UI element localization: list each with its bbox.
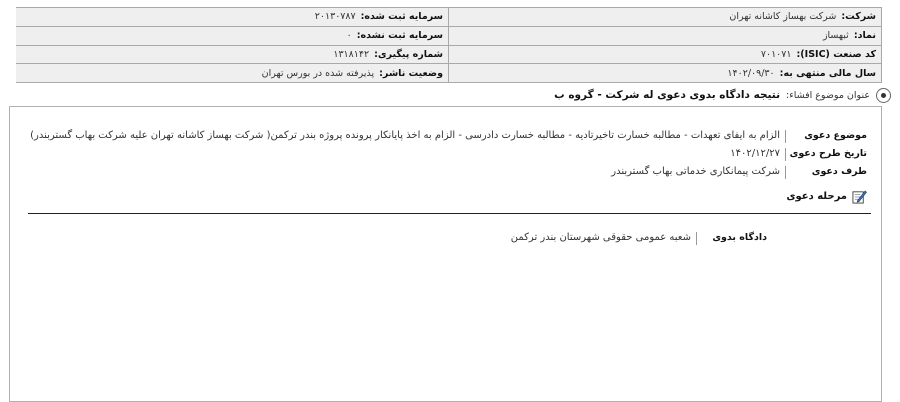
separator: [785, 130, 786, 143]
symbol-cell: [449, 27, 882, 46]
stage-title-text: مرحله دعوی: [786, 191, 847, 202]
tracking-cell: [16, 46, 449, 65]
bullet-icon: [876, 88, 891, 103]
lawsuit-subject-label: موضوع دعوی: [804, 130, 867, 141]
fiscal-year-value: ۱۴۰۲/۰۹/۳۰: [727, 67, 775, 79]
fiscal-year-label: سال مالی منتهی به:: [779, 67, 876, 79]
unregistered-capital-label: سرمایه ثبت نشده:: [356, 30, 443, 42]
lawsuit-party-row: [611, 166, 867, 179]
edit-icon: [852, 189, 867, 204]
lawsuit-date-value: ۱۴۰۲/۱۲/۲۷: [730, 148, 780, 159]
company-value: شرکت بهساز کاشانه تهران: [729, 11, 837, 23]
separator: [785, 166, 786, 179]
isic-cell: [449, 46, 882, 65]
registered-capital-cell: [16, 8, 449, 27]
lawsuit-party-label: طرف دعوی: [811, 166, 867, 177]
separator: [696, 232, 697, 245]
isic-label: کد صنعت (ISIC):: [796, 48, 876, 60]
isic-value: ۷۰۱۰۷۱: [760, 48, 792, 60]
registered-capital-label: سرمایه ثبت شده:: [360, 11, 443, 23]
disclosure-subject-value: نتیجه دادگاه بدوی دعوی له شرکت - گروه ب: [554, 89, 781, 101]
symbol-label: نماد:: [853, 30, 876, 42]
lawsuit-panel: [9, 106, 882, 402]
divider: [28, 213, 871, 214]
fiscal-year-cell: [449, 64, 882, 83]
unregistered-capital-cell: [16, 27, 449, 46]
company-cell: [449, 8, 882, 27]
publisher-status-cell: [16, 64, 449, 83]
company-label: شرکت:: [841, 11, 876, 23]
lawsuit-party-value: شرکت پیمانکاری خدماتی بهاب گستربندر: [611, 166, 780, 177]
tracking-value: ۱۳۱۸۱۴۲: [333, 48, 370, 60]
registered-capital-value: ۲۰۱۳۰۷۸۷: [314, 11, 356, 23]
unregistered-capital-value: ۰: [346, 30, 352, 42]
lawsuit-date-label: تاریخ طرح دعوی: [789, 148, 867, 159]
tracking-label: شماره پیگیری:: [374, 48, 443, 60]
lawsuit-date-row: [730, 148, 867, 161]
disclosure-subject: [16, 87, 891, 103]
company-info-table: [16, 7, 882, 82]
court-label: دادگاه بدوی: [712, 232, 767, 243]
symbol-value: ثبهساز: [822, 30, 849, 42]
publisher-status-label: وضعیت ناشر:: [379, 67, 443, 79]
lawsuit-subject-row: [30, 130, 867, 143]
lawsuit-subject-value: الزام به ایفای تعهدات - مطالبه خسارت تاخیرتادیه - مطالبه خسارت دادرسی - الزام به اخذ پایانکار پرونده پروژه بندر ترکمن( شرکت بهساز کاشانه تهران علیه شرکت بهاب گستربندر): [30, 130, 780, 141]
separator: [785, 148, 786, 161]
court-value: شعبه عمومی حقوقی شهرستان بندر ترکمن: [510, 232, 691, 243]
publisher-status-value: پذیرفته شده در بورس تهران: [261, 67, 375, 79]
court-row: [510, 232, 767, 245]
disclosure-subject-label: عنوان موضوع افشاء:: [786, 89, 870, 101]
stage-title: [786, 189, 867, 204]
